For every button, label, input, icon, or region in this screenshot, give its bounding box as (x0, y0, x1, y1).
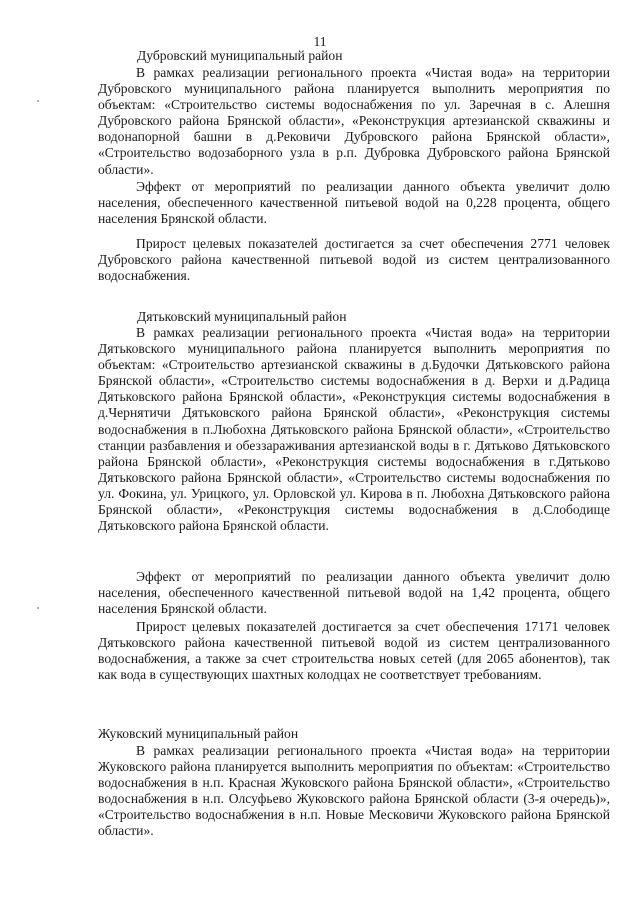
paragraph-dyatkovsky-effect: Эффект от мероприятий по реализации данного объекта увеличит долю населения, обеспеченного качественной питьевой водой на 1,42 процента, общего населения Брянской области. (98, 569, 610, 617)
paragraph-dubrovsky-effect: Эффект от мероприятий по реализации данного объекта увеличит долю населения, обеспеченного качественной питьевой водой на 0,228 процента, общего населения Брянской области. (98, 179, 610, 227)
scan-speck (37, 100, 39, 102)
paragraph-dyatkovsky-growth: Прирост целевых показателей достигается за счет обеспечения 17171 человек Дятьковского района качественной питьевой водой из систем централизованного водоснабжения, а также за счет строительства новых сетей (для 2065 абонентов), так как вода в существующих шахтных колодцах не соответствует требованиям. (98, 619, 610, 683)
paragraph-dyatkovsky-projects: В рамках реализации регионального проекта «Чистая вода» на территории Дятьковского муниципального района планируется выполнить мероприятия по объектам: «Строительство артезианской скважины в д.Будочки Дятьковского района Брянской области», «Строительство системы водоснабжения в д. Верхи и д.Радица Дятьковского района Брянской области», «Реконструкция системы водоснабжения в д.Чернятичи Дятьковского района Брянской области», «Реконструкция системы водоснабжения в п.Любохна Дятьковского района Брянской области», «Строительство станции разбавления и обеззараживания артезианской воды в г. Дятьково Дятьковского района Брянской области», «Реконструкция системы водоснабжения в г.Дятьково Дятьковского района Брянской области», «Строительство системы водоснабжения по ул. Фокина, ул. Урицкого, ул. Орловской ул. Кирова в п. Любохна Дятьковского района Брянской области», «Реконструкция системы водоснабжения в д.Слободище Дятьковского района Брянской области. (98, 325, 610, 534)
paragraph-dubrovsky-growth: Прирост целевых показателей достигается за счет обеспечения 2771 человек Дубровского района качественной питьевой водой из систем централизованного водоснабжения. (98, 236, 610, 284)
section-heading-dyatkovsky: Дятьковский муниципальный район (137, 309, 347, 324)
section-heading-dubrovsky: Дубровский муниципальный район (137, 48, 343, 63)
page-number: 11 (313, 34, 327, 49)
section-heading-zhukovsky: Жуковский муниципальный район (98, 726, 299, 741)
paragraph-dubrovsky-projects: В рамках реализации регионального проекта «Чистая вода» на территории Дубровского муниципального района планируется выполнить мероприятия по объектам: «Строительство системы водоснабжения по ул. Заречная в с. Алешня Дубровского района Брянской области», «Реконструкция артезианской скважины и водонапорной башни в д.Рековичи Дубровского района Брянской области», «Строительство водозаборного узла в р.п. Дубровка Дубровского района Брянской области». (98, 65, 610, 177)
scan-speck (37, 607, 39, 609)
paragraph-zhukovsky-projects: В рамках реализации регионального проекта «Чистая вода» на территории Жуковского района планируется выполнить мероприятия по объектам: «Строительство водоснабжения в н.п. Красная Жуковского района Брянской области», «Строительство водоснабжения в н.п. Олсуфьево Жуковского района Брянской области (3-я очередь)», «Строительство водоснабжения в н.п. Новые Месковичи Жуковского района Брянской области». (98, 743, 610, 839)
